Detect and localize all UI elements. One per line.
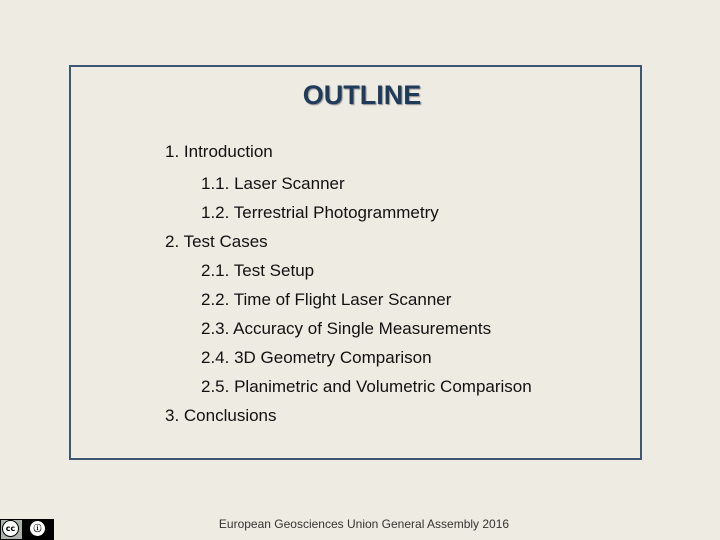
outline-item: 1.1. Laser Scanner	[201, 174, 345, 193]
outline-list	[165, 137, 532, 430]
outline-item: 2.3. Accuracy of Single Measurements	[201, 319, 492, 338]
creative-commons-badge[interactable]	[0, 519, 54, 540]
footer-text: European Geosciences Union General Assembly 2016	[218, 517, 510, 531]
outline-item: 1.2. Terrestrial Photogrammetry	[201, 203, 439, 222]
slide-title: OUTLINE	[302, 80, 422, 110]
outline-item: 2.1. Test Setup	[201, 261, 315, 280]
outline-item: 1. Introduction	[165, 142, 273, 161]
outline-item: 2.5. Planimetric and Volumetric Comparison	[201, 377, 532, 396]
attribution-icon: ⓘ	[29, 520, 46, 537]
cc-icon: cc	[2, 520, 19, 537]
outline-item: 2.2. Time of Flight Laser Scanner	[201, 290, 452, 309]
outline-item: 2. Test Cases	[165, 232, 268, 251]
outline-item: 2.4. 3D Geometry Comparison	[201, 348, 432, 367]
outline-item: 3. Conclusions	[165, 406, 277, 425]
